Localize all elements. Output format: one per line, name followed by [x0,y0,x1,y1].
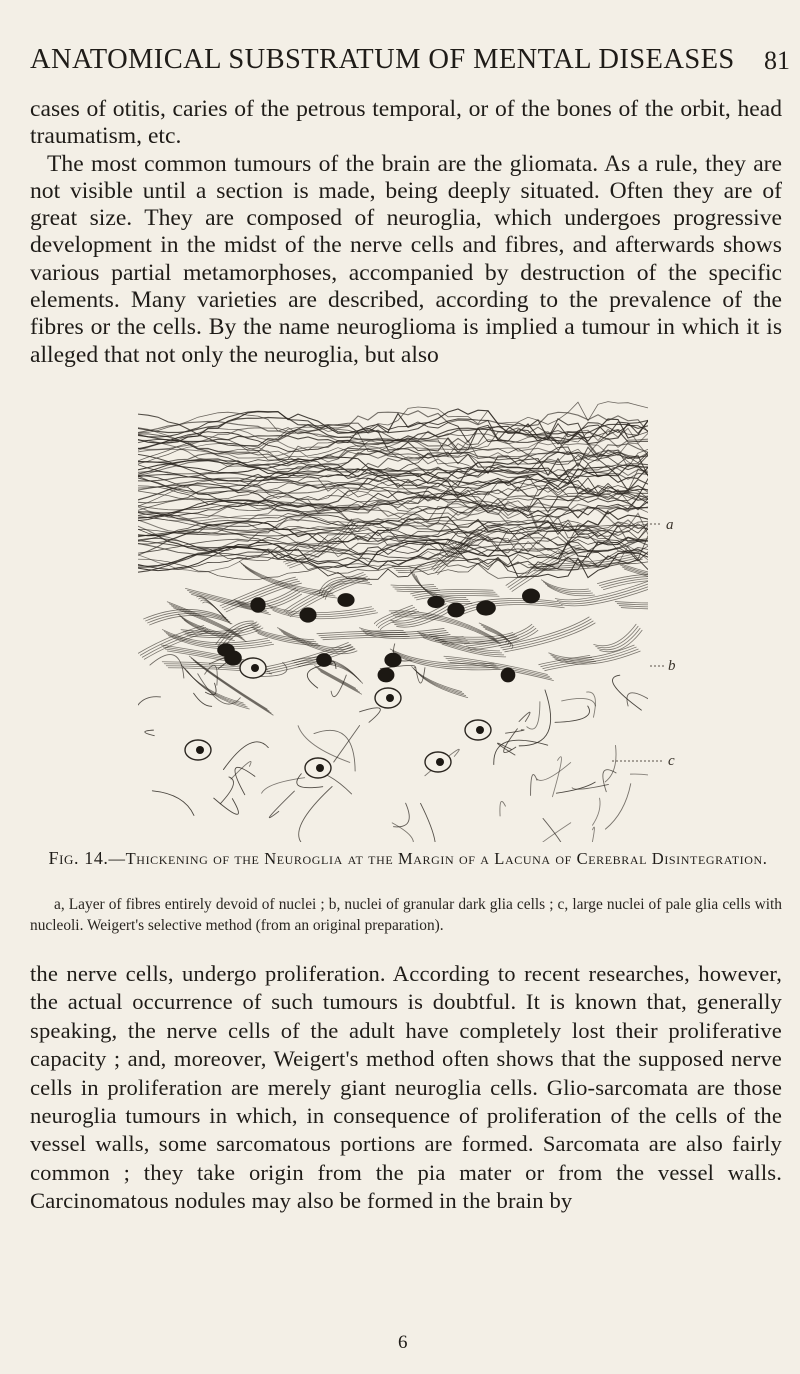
fibre-stroke [150,655,184,679]
nucleolus [386,694,394,702]
running-head [30,44,790,84]
dark-nucleus [250,597,265,613]
fibre-stroke [145,730,155,736]
nucleolus [476,726,484,734]
fibre-stroke [152,791,194,816]
fibre-stroke [605,784,630,829]
fibre-stroke [421,803,436,842]
dark-nucleus [299,607,316,622]
fibre-stroke [269,791,294,818]
dark-nucleus [522,589,540,604]
dark-nucleus [447,603,464,618]
figure-neuroglia-illustration [138,400,698,842]
fibre-stroke [597,575,666,584]
fibre-stroke [620,565,698,588]
fibre-stroke [519,712,530,721]
fibre-stroke [543,818,568,842]
figure-title: —Thickening of the Neuroglia at the Margin of a Lacuna of Cerebral Disintegration. [108,849,768,868]
fibre-stroke [194,693,212,706]
fibre-stroke [500,801,506,816]
fibre-stroke [499,617,589,646]
fibre-stroke [138,454,648,476]
fibre-stroke [277,628,351,648]
dark-nucleus [378,668,395,683]
fibre-stroke [519,690,550,746]
fibre-stroke [494,740,548,764]
dark-nucleus [217,643,235,657]
fibre-stroke [622,567,698,590]
fibre-stroke [557,583,650,602]
fibre-stroke [315,666,356,689]
fibre-stroke [592,798,600,825]
fibre-stroke [555,706,589,722]
fibre-stroke [615,600,698,603]
fibre-stroke [524,823,570,842]
fibre-stroke [549,645,634,658]
fibre-stroke [319,670,360,693]
fibre-stroke [231,761,251,779]
fibre-stroke [613,675,642,710]
dark-nucleus [337,593,354,607]
neuroglia-drawing [138,400,698,842]
fibre-stroke [181,665,243,703]
fibre-stroke [317,668,358,691]
figure-legend: a, Layer of fibres entirely devoid of nuclei ; b, nuclei of granular dark glia cells ; c, large nuclei of pale glia cells with nucleoli. Weigert's selective method (from an original preparation). [30,896,782,934]
fibre-stroke [588,827,595,842]
label-b: b [668,658,676,674]
fibre-stroke [594,624,636,646]
fibre-stroke [299,786,332,841]
fibre-stroke [587,692,596,717]
dark-nucleus [316,653,332,667]
fibre-stroke [562,698,596,705]
fibre-stroke [220,777,233,804]
paragraph-gliomata: The most common tumours of the brain are the gliomata. As a rule, they are not visible until a section is made, being deeply situated. Often they are of great size. They are composed of neuroglia, which undergoes progressive development in the midst of the nerve cells and fibres, and afterwards shows various partial metamorphoses, accompanied by destruction of the specific elements. Many varieties are described, according to the prevalence of the fibres or the cells. By the name neuroglioma is implied a tumour in which it is alleged that not only the neuroglia, but also [30,150,782,368]
signature-mark: 6 [398,1332,408,1353]
fibre-stroke [545,661,596,670]
fibre-stroke [555,581,648,600]
nucleolus [196,746,204,754]
running-title: ANATOMICAL SUBSTRATUM OF MENTAL DISEASES [30,44,735,75]
body-text-bottom: the nerve cells, undergo proliferation. According to recent researches, however, the actual occurrence of such tumours is doubtful. It is known that, generally speaking, the nerve cells of the adult have completely lost their proliferative capacity ; and, moreover, Weigert's method often shows that the supposed nerve cells in proliferation are merely giant neuroglia cells. Glio-sarcomata are those neuroglia tumours in which, in consequence of proliferation of the cells of the vessel walls, some sarcomatous portions are formed. Sarcomata are also fairly common ; they take origin from the pia mater or from the vessel walls. Carcinomatous nodules may also be formed in the brain by [30,961,782,1214]
figure-number: Fig. 14. [48,848,109,868]
nucleolus [316,764,324,772]
fibre-stroke [605,745,616,781]
dark-nucleus [427,596,444,608]
fibre-stroke [393,803,409,827]
page-number: 81 [764,46,790,75]
fibre-stroke [391,584,434,585]
paragraph-otitis: cases of otitis, caries of the petrous temporal, or of the bones of the orbit, head traumatism, etc. [30,96,782,150]
fibre-strokes [138,402,698,842]
label-a: a [666,517,674,533]
fibre-stroke [183,667,245,705]
nucleolus [436,758,444,766]
fibre-stroke [395,588,438,589]
fibre-stroke [214,798,239,814]
fibre-stroke [263,643,348,668]
fibre-stroke [624,569,698,592]
fibre-stroke [531,775,537,796]
fibre-stroke [243,565,335,596]
fibre-stroke [223,742,268,770]
dark-nucleus [501,668,516,683]
fibre-stroke [552,757,561,797]
fibre-stroke [603,770,616,792]
fibre-stroke [412,667,462,692]
fibre-stroke [457,605,565,618]
body-text-top [30,96,782,369]
fibre-stroke [360,708,381,722]
fibre-stroke [321,672,362,695]
dark-nucleus [476,600,496,615]
fibre-stroke [599,577,668,586]
fibre-stroke [334,725,360,762]
fibre-stroke [627,693,671,715]
label-c: c [668,753,675,769]
figure-caption [48,848,768,869]
nucleolus [251,664,259,672]
fibre-stroke [138,697,160,725]
fibre-stroke [537,763,571,781]
fibre-stroke [572,784,608,789]
fibre-stroke [556,782,595,793]
fibre-stroke [630,774,673,795]
fibre-stroke [138,486,648,512]
dark-nucleus [384,653,401,667]
fibre-stroke [393,586,436,587]
